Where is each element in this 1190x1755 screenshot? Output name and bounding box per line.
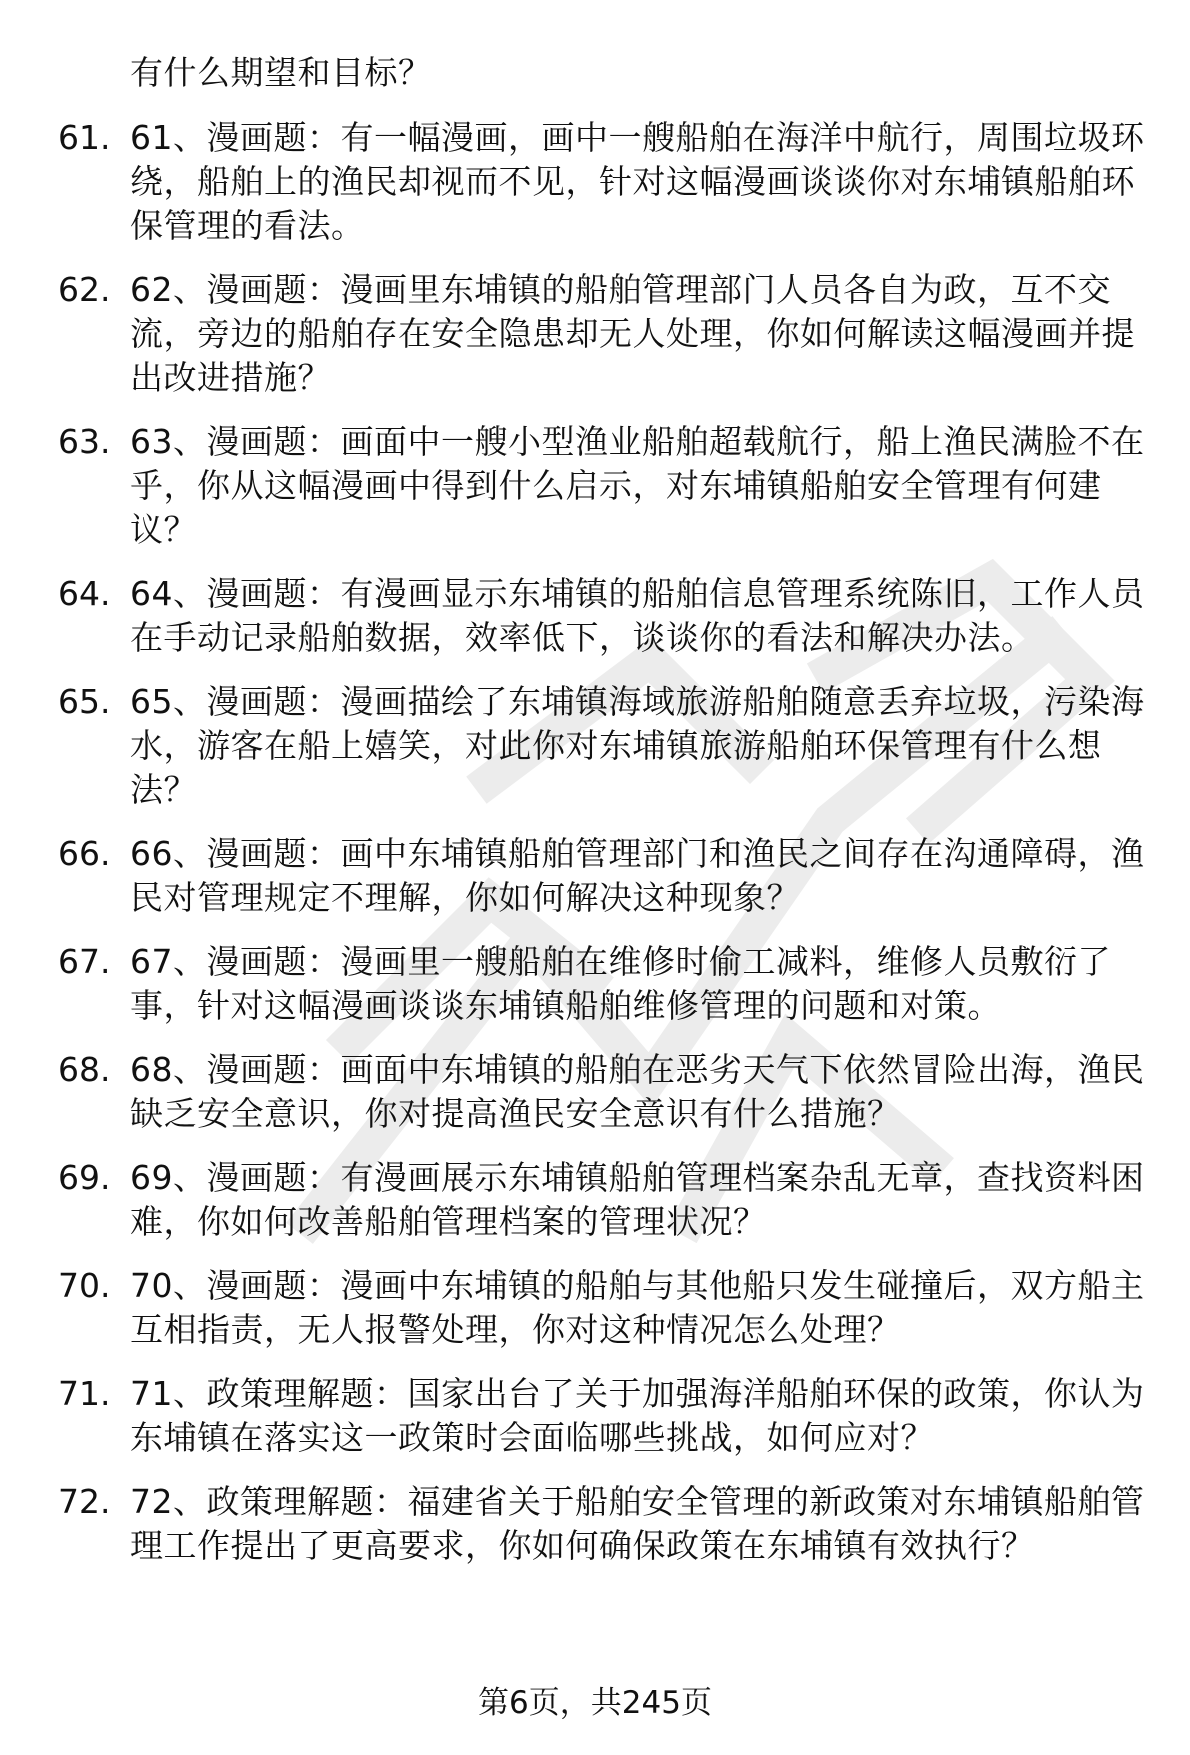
item-text: 69、漫画题：有漫画展示东埔镇船舶管理档案杂乱无章，查找资料困难，你如何改善船舶管理档案的管理状况？ bbox=[130, 1158, 1145, 1241]
lead-text: 有什么期望和目标？ bbox=[130, 53, 432, 92]
item-text: 63、漫画题：画面中一艘小型渔业船舶超载航行，船上渔民满脸不在乎，你从这幅漫画中得到什么启示，对东埔镇船舶安全管理有何建议？ bbox=[130, 422, 1145, 549]
item-number: 65. bbox=[58, 682, 111, 721]
item-text: 71、政策理解题：国家出台了关于加强海洋船舶环保的政策，你认为东埔镇在落实这一政策时会面临哪些挑战，如何应对？ bbox=[130, 1374, 1145, 1457]
item-number: 66. bbox=[58, 834, 111, 873]
list-item bbox=[58, 1372, 1148, 1460]
item-text: 62、漫画题：漫画里东埔镇的船舶管理部门人员各自为政，互不交流，旁边的船舶存在安全隐患却无人处理，你如何解读这幅漫画并提出改进措施？ bbox=[130, 270, 1135, 397]
item-number: 62. bbox=[58, 270, 111, 309]
item-number: 72. bbox=[58, 1482, 111, 1521]
item-number: 67. bbox=[58, 942, 111, 981]
list-item bbox=[58, 116, 1148, 248]
item-text: 67、漫画题：漫画里一艘船舶在维修时偷工减料，维修人员敷衍了事，针对这幅漫画谈谈东埔镇船舶维修管理的问题和对策。 bbox=[130, 942, 1111, 1025]
item-text: 61、漫画题：有一幅漫画，画中一艘船舶在海洋中航行，周围垃圾环绕，船舶上的渔民却视而不见，针对这幅漫画谈谈你对东埔镇船舶环保管理的看法。 bbox=[130, 118, 1145, 245]
list-item bbox=[58, 420, 1148, 552]
list-item bbox=[58, 680, 1148, 812]
list-item bbox=[58, 1480, 1148, 1568]
list-item bbox=[58, 268, 1148, 400]
item-number: 61. bbox=[58, 118, 111, 157]
list-item bbox=[58, 940, 1148, 1028]
item-number: 70. bbox=[58, 1266, 111, 1305]
list-item bbox=[58, 1048, 1148, 1136]
item-text: 64、漫画题：有漫画显示东埔镇的船舶信息管理系统陈旧，工作人员在手动记录船舶数据，效率低下，谈谈你的看法和解决办法。 bbox=[130, 574, 1145, 657]
list-item bbox=[58, 1264, 1148, 1352]
list-item bbox=[58, 832, 1148, 920]
page-footer: 第6页，共245页 bbox=[478, 1685, 712, 1721]
list-item bbox=[58, 572, 1148, 660]
question-list bbox=[58, 116, 1148, 1588]
item-text: 70、漫画题：漫画中东埔镇的船舶与其他船只发生碰撞后，双方船主互相指责，无人报警处理，你对这种情况怎么处理？ bbox=[130, 1266, 1145, 1349]
item-number: 64. bbox=[58, 574, 111, 613]
item-text: 66、漫画题：画中东埔镇船舶管理部门和渔民之间存在沟通障碍，渔民对管理规定不理解，你如何解决这种现象？ bbox=[130, 834, 1145, 917]
item-number: 71. bbox=[58, 1374, 111, 1413]
item-text: 65、漫画题：漫画描绘了东埔镇海域旅游船舶随意丢弃垃圾，污染海水，游客在船上嬉笑，对此你对东埔镇旅游船舶环保管理有什么想法？ bbox=[130, 682, 1145, 809]
list-item bbox=[58, 1156, 1148, 1244]
item-number: 68. bbox=[58, 1050, 111, 1089]
item-text: 72、政策理解题：福建省关于船舶安全管理的新政策对东埔镇船舶管理工作提出了更高要求，你如何确保政策在东埔镇有效执行？ bbox=[130, 1482, 1145, 1565]
item-number: 69. bbox=[58, 1158, 111, 1197]
item-text: 68、漫画题：画面中东埔镇的船舶在恶劣天气下依然冒险出海，渔民缺乏安全意识，你对提高渔民安全意识有什么措施？ bbox=[130, 1050, 1145, 1133]
item-number: 63. bbox=[58, 422, 111, 461]
